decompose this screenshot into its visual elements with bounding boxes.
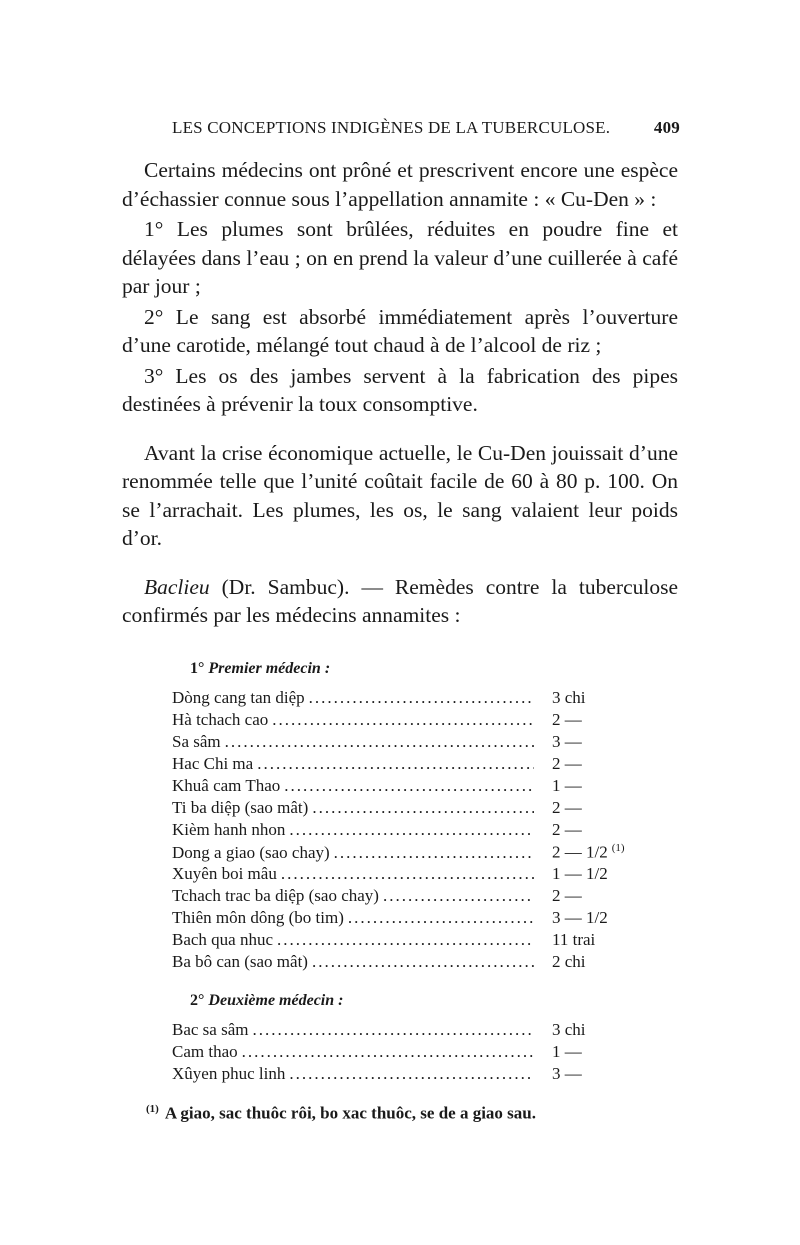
dot-leader xyxy=(277,930,534,950)
dot-leader xyxy=(257,754,534,774)
prescription-row xyxy=(172,710,672,732)
prescription-row xyxy=(172,952,672,974)
ingredient-name: Xuyên boi mâu xyxy=(172,864,277,883)
paragraph-plumes: 1° Les plumes sont brûlées, réduites en poudre fine et délayées dans l’eau ; on en prend la valeur d’une cuillerée à café par jour ; xyxy=(122,217,678,298)
paragraph-os: 3° Les os des jambes servent à la fabrication des pipes destinées à prévenir la toux consomptive. xyxy=(122,363,678,416)
medecin-label: Premier médecin : xyxy=(208,660,331,677)
ingredient-name: Sa sâm xyxy=(172,732,221,751)
ingredient-name: Dong a giao (sao chay) xyxy=(172,842,330,862)
paragraph-intro: Certains médecins ont prôné et prescrivent encore une espèce d’échassier connue sous l’appellation annamite : « Cu-Den » : xyxy=(122,158,678,211)
dot-leader xyxy=(289,820,534,840)
quantity-value: 3 — 1/2 xyxy=(552,908,608,927)
dot-leader xyxy=(289,1064,534,1084)
ingredient-quantity xyxy=(538,732,672,752)
prescription-row xyxy=(172,754,672,776)
dot-leader xyxy=(281,864,534,884)
dot-leader xyxy=(284,776,534,796)
ingredient-quantity xyxy=(538,842,672,863)
page-number: 409 xyxy=(653,118,680,137)
ingredient-name: Tchach trac ba diệp (sao chay) xyxy=(172,886,379,905)
prescription-row xyxy=(172,732,672,754)
ingredient-name: Cam thao xyxy=(172,1042,238,1061)
prescription-row xyxy=(172,1042,672,1064)
ingredient-quantity xyxy=(538,1064,672,1084)
quantity-value: 2 — 1/2 xyxy=(552,842,608,862)
medecin-heading xyxy=(190,660,672,678)
quantity-value: 3 — xyxy=(552,732,582,751)
dot-leader xyxy=(225,732,534,752)
ingredient-quantity xyxy=(538,952,672,972)
quantity-value: 2 — xyxy=(552,820,582,839)
dot-leader xyxy=(312,952,534,972)
section-place: Baclieu xyxy=(144,574,210,599)
quantity-value: 1 — xyxy=(552,776,582,795)
quantity-value: 3 chi xyxy=(552,688,586,707)
quantity-value: 3 — xyxy=(552,1064,582,1083)
medecin-heading xyxy=(190,992,672,1010)
ingredient-name: Hà tchach cao xyxy=(172,710,269,729)
dot-leader xyxy=(334,843,534,863)
ingredient-quantity xyxy=(538,864,672,884)
prescription-row xyxy=(172,688,672,710)
quantity-value: 2 — xyxy=(552,886,582,905)
medecin-number: 1° xyxy=(190,660,205,677)
ingredient-name: Ba bô can (sao mât) xyxy=(172,952,308,971)
dot-leader xyxy=(348,908,534,928)
ingredient-quantity xyxy=(538,886,672,906)
ingredient-quantity xyxy=(538,710,672,730)
running-head xyxy=(172,118,680,138)
body-text xyxy=(122,156,678,630)
quantity-value: 2 — xyxy=(552,710,582,729)
dot-leader xyxy=(242,1042,534,1062)
quantity-value: 2 — xyxy=(552,754,582,773)
ingredient-name: Xûyen phuc linh xyxy=(172,1064,286,1083)
quantity-value: 3 chi xyxy=(552,1020,586,1039)
prescription-premier-medecin xyxy=(172,660,672,974)
dot-leader xyxy=(252,1020,534,1040)
quantity-value: 11 trai xyxy=(552,930,596,949)
paragraph-crise: Avant la crise économique actuelle, le Cu-Den jouissait d’une renommée telle que l’unité coûtait facile de 60 à 80 p. 100. On se l’arrachait. Les plumes, les os, le sang valaient leur poids d’or. xyxy=(122,440,678,550)
ingredient-name: Khuâ cam Thao xyxy=(172,776,281,795)
prescription-list xyxy=(172,688,672,974)
section-baclieu xyxy=(122,573,678,630)
ingredient-name: Dòng cang tan diệp xyxy=(172,688,305,707)
prescription-row xyxy=(172,908,672,930)
ingredient-name: Ti ba diệp (sao mât) xyxy=(172,798,309,817)
section-rest: (Dr. Sambuc). — Remèdes contre la tuberculose confirmés par les médecins annamites : xyxy=(122,574,678,627)
ingredient-quantity xyxy=(538,820,672,840)
quantity-value: 1 — 1/2 xyxy=(552,864,608,883)
footnote xyxy=(146,1103,666,1124)
paragraph-sang: 2° Le sang est absorbé immédiatement après l’ouverture d’une carotide, mélangé tout chaud à de l’alcool de riz ; xyxy=(122,304,678,357)
prescription-list xyxy=(172,1020,672,1086)
dot-leader xyxy=(272,710,534,730)
running-title: LES CONCEPTIONS INDIGÈNES DE LA TUBERCULOSE. xyxy=(172,118,611,137)
quantity-value: 1 — xyxy=(552,1042,582,1061)
prescription-row xyxy=(172,1064,672,1086)
ingredient-quantity xyxy=(538,754,672,774)
prescription-row xyxy=(172,864,672,886)
ingredient-quantity xyxy=(538,688,672,708)
ingredient-name: Hac Chi ma xyxy=(172,754,254,773)
prescription-row xyxy=(172,820,672,842)
prescription-row xyxy=(172,798,672,820)
prescription-row xyxy=(172,842,672,864)
dot-leader xyxy=(309,688,534,708)
ingredient-name: Bac sa sâm xyxy=(172,1020,249,1039)
ingredient-name: Thiên môn dông (bo tim) xyxy=(172,908,344,927)
quantity-value: 2 — xyxy=(552,798,582,817)
ingredient-name: Bach qua nhuc xyxy=(172,930,274,949)
ingredient-quantity xyxy=(538,776,672,796)
ingredient-quantity xyxy=(538,798,672,818)
ingredient-quantity xyxy=(538,908,672,928)
ingredient-quantity xyxy=(538,930,672,950)
medecin-label: Deuxième médecin : xyxy=(208,992,344,1009)
prescription-row xyxy=(172,886,672,908)
ingredient-quantity xyxy=(538,1020,672,1040)
ingredient-name: Kièm hanh nhon xyxy=(172,820,286,839)
medecin-number: 2° xyxy=(190,992,205,1009)
ingredient-quantity xyxy=(538,1042,672,1062)
footnote-mark: (1) xyxy=(146,1103,159,1115)
prescription-row xyxy=(172,776,672,798)
prescription-deuxieme-medecin xyxy=(172,992,672,1086)
prescription-row xyxy=(172,1020,672,1042)
dot-leader xyxy=(312,798,534,818)
footnote-text: A giao, sac thuôc rôi, bo xac thuôc, se de a giao sau. xyxy=(164,1103,537,1123)
footnote-ref: (1) xyxy=(611,842,625,854)
dot-leader xyxy=(383,886,534,906)
prescription-row xyxy=(172,930,672,952)
quantity-value: 2 chi xyxy=(552,952,586,971)
